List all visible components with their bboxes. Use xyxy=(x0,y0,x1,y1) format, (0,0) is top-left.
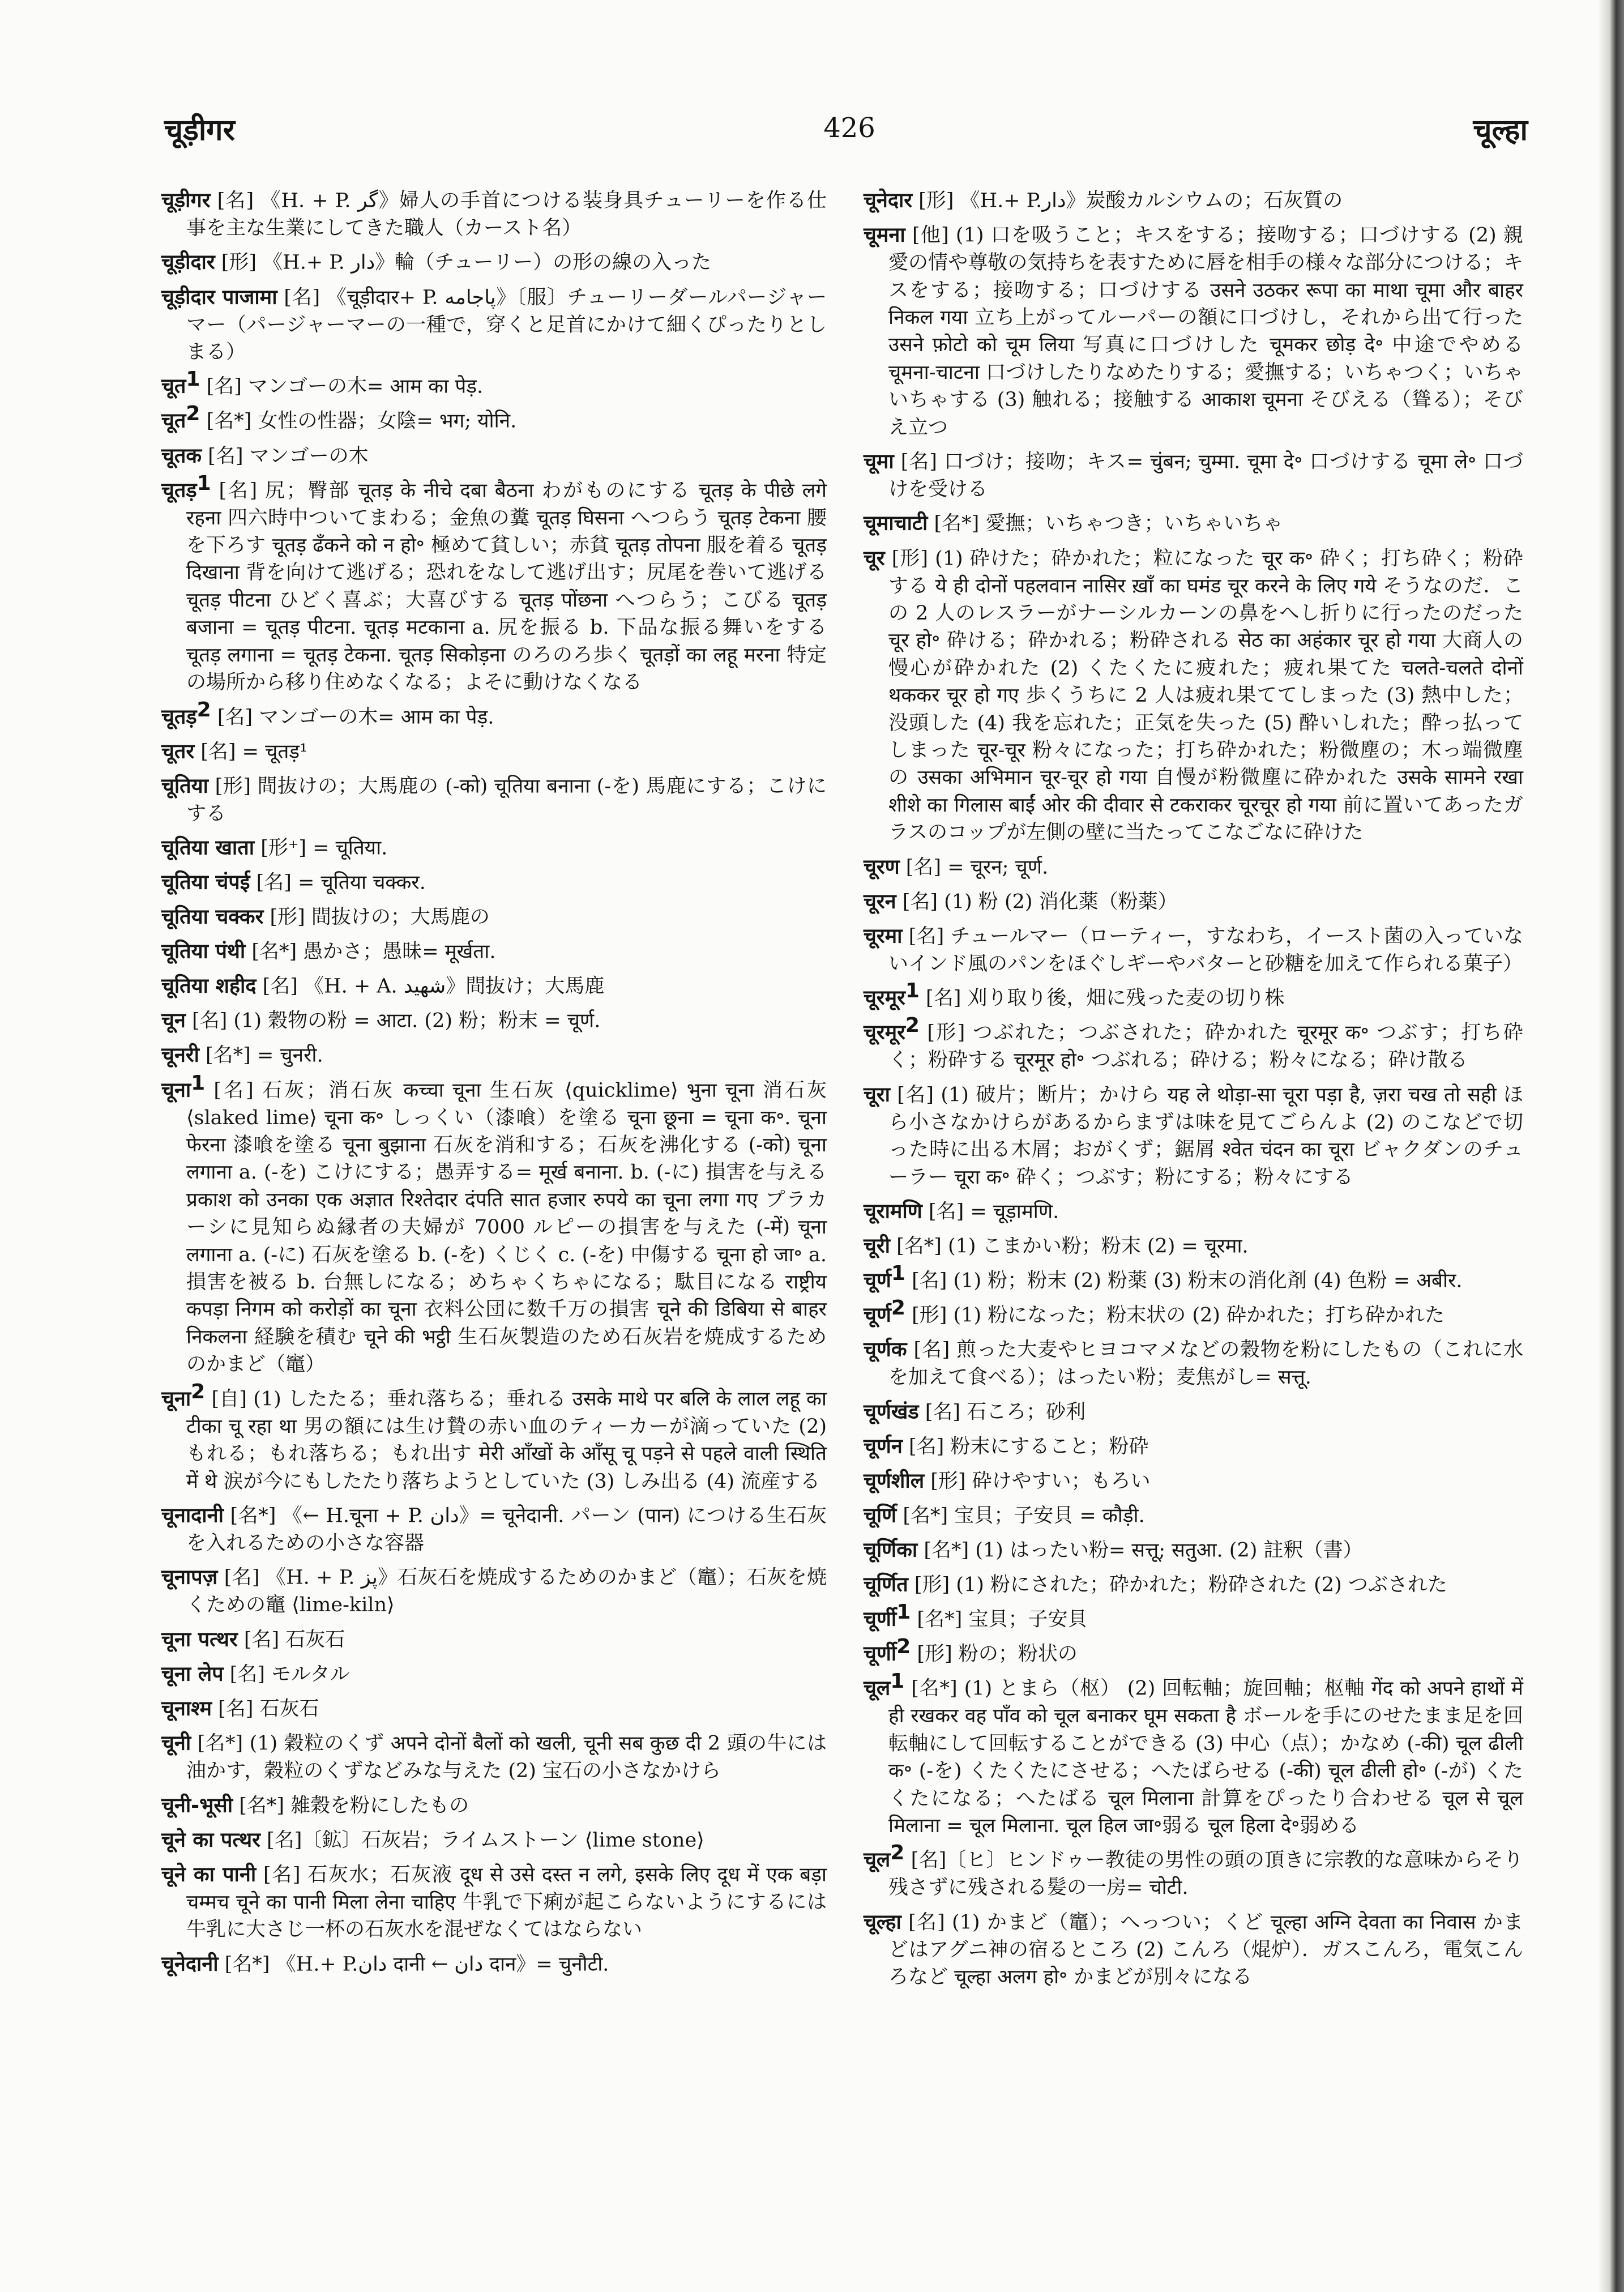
entry-definition: [名] 粉末にすること；粉砕 xyxy=(909,1435,1149,1458)
entry-headword: चूर xyxy=(864,547,885,570)
dictionary-entry xyxy=(864,978,1523,1012)
entry-definition: [名] 《H. + P. پز》石灰石を焼成するためのかまど（竈）；石灰を焼くための竈 ⟨lime-kiln⟩ xyxy=(186,1567,827,1617)
entry-headword: चूल xyxy=(864,1849,891,1872)
dictionary-entry xyxy=(864,503,1523,537)
entry-headword: चूतिया शहीद xyxy=(161,975,257,998)
entry-headword: चूड़ीगर xyxy=(161,189,211,212)
page-number: 426 xyxy=(823,112,875,144)
entry-definition: [形] つぶれた；つぶされた；砕かれた चूरमूर क॰ つぶす；打ち砕く；粉砕する चूरमूर हो॰ つぶれる；砕ける；粉々になる；砕け散る xyxy=(888,1021,1523,1072)
entry-definition: [名] (1) 粉 (2) 消化薬（粉薬） xyxy=(902,890,1178,914)
dictionary-entry xyxy=(161,766,827,827)
entry-headword: चूर्णी xyxy=(864,1607,897,1631)
entry-headword: चूल्हा xyxy=(864,1910,901,1934)
dictionary-entry xyxy=(864,916,1523,978)
entry-headword: चूनी xyxy=(161,1731,191,1755)
running-head-last-word: चूल्हा xyxy=(1473,113,1528,147)
entry-headword: चूना xyxy=(161,1078,191,1102)
dictionary-entry xyxy=(161,470,827,697)
dictionary-entry xyxy=(864,1461,1523,1495)
entry-headword: चूर्णिका xyxy=(864,1538,918,1562)
entry-headword: चूना पत्थर xyxy=(161,1628,238,1651)
entry-headword: चूत xyxy=(161,375,186,399)
entry-definition: [形] 粉の；粉状の xyxy=(917,1642,1078,1666)
dictionary-entry xyxy=(161,1854,827,1944)
dictionary-entry xyxy=(161,277,827,366)
entry-definition: [自] (1) したたる；垂れ落ちる；垂れる उसके माथे पर बलि के लाल लहू का टीका चू रहा था 男の額には生け贄の赤い血のティーカーが滴っていた (2) もれる；もれ落ちる；もれ出す मेरी आँखों के आँसू चू पड़ने से पहले वाली स्थिति में थे 涙が今にもしたたり落ちようとしていた (3) しみ出る (4) 流産する xyxy=(186,1388,827,1493)
dictionary-entry xyxy=(864,1329,1523,1391)
entry-definition: [形⁺] = चूतिया. xyxy=(260,836,388,860)
dictionary-entry xyxy=(864,1839,1523,1901)
entry-definition: [形] (1) 粉にされた；砕かれた；粉砕された (2) つぶされた xyxy=(914,1573,1447,1597)
entry-definition: [名*] = चुनरी. xyxy=(206,1044,323,1068)
entry-headword: चूर्णि xyxy=(864,1504,897,1527)
entry-definition: [名] マンゴーの木 xyxy=(208,445,369,468)
dictionary-entry xyxy=(161,180,827,242)
dictionary-entry xyxy=(864,1668,1523,1839)
entry-headword: चूर्ण xyxy=(864,1303,891,1327)
dictionary-entry xyxy=(864,1260,1523,1295)
homograph-number: 2 xyxy=(196,698,211,722)
entry-headword: चूतिया खाता xyxy=(161,836,255,860)
dictionary-entry xyxy=(161,731,827,766)
dictionary-entry xyxy=(864,1564,1523,1599)
homograph-number: 2 xyxy=(891,1296,905,1320)
entry-headword: चूमा xyxy=(864,450,894,473)
dictionary-entry xyxy=(864,1599,1523,1633)
dictionary-entry xyxy=(864,1295,1523,1329)
entry-headword: चूने का पत्थर xyxy=(161,1828,260,1852)
entry-headword: चूर्ण xyxy=(864,1269,891,1292)
entry-headword: चूने का पानी xyxy=(161,1863,257,1886)
entry-definition: [名] = चूतड़¹ xyxy=(200,740,308,763)
entry-headword: चूड़ीदार पाजामा xyxy=(161,285,277,309)
entry-headword: चूत xyxy=(161,409,186,433)
entry-definition: [形] (1) 砕けた；砕かれた；粒になった चूर क॰ 砕く；打ち砕く；粉砕する ये ही दोनों पहलवान नासिर ख़ाँ का घमंड चूर करने के लिए गये そうなのだ．この 2 人のレスラーがナーシルカーンの鼻をへし折りに行ったのだった चूर हो॰ 砕ける；砕かれる；粉砕される सेठ का अहंकार चूर हो गया 大商人の慢心が砕かれた (2) くたくたに疲れた；疲れ果てた चलते-चलते दोनों थककर चूर हो गए 歩くうちに 2 人は疲れ果ててしまった (3) 熱中した；没頭した (4) 我を忘れた；正気を失った (5) 酔いしれた；酔っ払ってしまった चूर-चूर 粉々になった；打ち砕かれた；粉微塵の；木っ端微塵の उसका अभिमान चूर-चूर हो गया 自慢が粉微塵に砕かれた उसके सामने रखा शीशे का गिलास बाईं ओर की दीवार से टकराकर चूरचूर हो गया 前に置いてあったガラスのコップが左側の壁に当たってこなごなに砕けた xyxy=(888,547,1523,844)
dictionary-entry xyxy=(864,441,1523,503)
entry-headword: चूल xyxy=(864,1676,891,1700)
entry-headword: चूमाचाटी xyxy=(864,512,928,536)
dictionary-entry xyxy=(864,847,1523,881)
entry-definition: [名] (1) かまど（竈）；へっつい；くど चूल्हा अग्नि देवता का निवास かまどはアグニ神の宿るところ (2) こんろ（焜炉）．ガスこんろ，電気こんろなど चूल्हा अलग हो॰ かまどが別々になる xyxy=(888,1911,1523,1989)
dictionary-entry xyxy=(161,1619,827,1654)
entry-headword: चून xyxy=(161,1009,186,1033)
entry-headword: चूमना xyxy=(864,223,905,247)
entry-definition: [名*] 《← H.चूना + P. دان》= चूनेदानी. パーン (पान) につける生石灰を入れるための小さな容器 xyxy=(186,1504,827,1555)
dictionary-entry xyxy=(161,827,827,862)
entry-definition: [名*] (1) とまら（枢） (2) 回転軸；旋回軸；枢軸 गेंद को अपने हाथों में ही रखकर वह पाँव को चूल बनाकर घूम सकता है ボールを手にのせたまま足を回転軸にして回転することができる (3) 中心（点）；かなめ (-की) चूल ढीली क॰ (-を) くたくたにさせる；へたばらせる (-की) चूल ढीली हो॰ (-が) くたくたになる；へたばる चूल मिलाना 計算をぴったり合わせる चूल से चूल मिलाना = चूल मिलाना. चूल हिल जा॰弱る चूल हिला दे॰弱める xyxy=(888,1677,1523,1837)
homograph-number: 2 xyxy=(905,1014,920,1038)
entry-headword: चूरमा xyxy=(864,924,903,948)
entry-definition: [名] マンゴーの木= आम का पेड़. xyxy=(206,375,484,399)
dictionary-entry xyxy=(161,1495,827,1557)
entry-definition: [形] 《H.+ P. دار》輪（チューリー）の形の線の入った xyxy=(221,251,712,275)
entry-headword: चूतिया xyxy=(161,774,208,798)
homograph-number: 1 xyxy=(196,471,211,495)
entry-definition: [名*] (1) こまかい粉；粉末 (2) = चूरमा. xyxy=(896,1235,1249,1258)
entry-headword: चूरा xyxy=(864,1083,890,1107)
entry-definition: [名] 《H. + P. گر》婦人の手首につける装身具チューリーを作る仕事を主な生業にしてきた職人（カースト名） xyxy=(186,189,827,240)
entry-definition: [名] マンゴーの木= आम का पेड़. xyxy=(217,706,494,729)
entry-headword: चूनी-भूसी xyxy=(161,1794,233,1817)
entry-definition: [名] 石灰石 xyxy=(218,1697,319,1721)
entry-headword: चूरमूर xyxy=(864,1021,905,1044)
entry-headword: चूतिया चक्कर xyxy=(161,905,264,929)
entry-definition: [名] = चूरन; चूर्ण. xyxy=(905,856,1049,879)
entry-headword: चूनेदार xyxy=(864,189,913,212)
entry-definition: [名] モルタル xyxy=(229,1663,350,1686)
right-column xyxy=(864,180,1523,1991)
homograph-number: 1 xyxy=(191,1071,206,1095)
dictionary-entry xyxy=(864,1392,1523,1426)
dictionary-entry xyxy=(161,897,827,931)
entry-headword: चूरमूर xyxy=(864,986,905,1010)
entry-headword: चूतड़ xyxy=(161,479,197,502)
entry-definition: [形] 間抜けの；大馬鹿の (-को) चूतिया बनाना (-を) 馬鹿にする；こけにする xyxy=(186,775,827,825)
entry-headword: चूतड़ xyxy=(161,705,197,729)
entry-definition: [名] (1) 粉；粉末 (2) 粉薬 (3) 粉末の消化剤 (4) 色粉 = अबीर. xyxy=(912,1269,1463,1292)
entry-definition: [名] 石灰；消石灰 कच्चा चूना 生石灰 ⟨quicklime⟩ भुना चूना 消石灰 ⟨slaked lime⟩ चूना क॰ しっくい（漆喰）を塗る चूना छूना = चूना क॰. चूना फेरना 漆喰を塗る चूना बुझाना 石灰を消和する；石灰を沸化する (-को) चूना लगाना a. (-を) こけにする；愚弄する= मूर्ख बनाना. b. (-に) 損害を与える प्रकाश को उनका एक अज्ञात रिश्तेदार दंपति सात हजार रुपये का चूना लगा गए プラカーシに見知らぬ縁者の夫婦が 7000 ルピーの損害を与えた (-में) चूना लगाना a. (-に) 石灰を塗る b. (-を) くじく c. (-を) 中傷する चूना हो जा॰ a. 損害を被る b. 台無しになる；めちゃくちゃになる；駄目になる राष्ट्रीय कपड़ा निगम को करोड़ों का चूना 衣料公団に数千万の損害 चूने की डिबिया से बाहर निकलना 経験を積む चूने की भट्ठी 生石灰製造のため石灰岩を焼成するためのかまど（竈） xyxy=(186,1079,827,1376)
homograph-number: 2 xyxy=(896,1635,911,1659)
dictionary-entry xyxy=(864,1191,1523,1226)
homograph-number: 2 xyxy=(191,1380,206,1403)
dictionary-entry xyxy=(864,1495,1523,1530)
entry-definition: [名*] 《H.+ P.دان दानी ← دان दान》= चुनौटी. xyxy=(224,1953,609,1976)
entry-definition: [名*] 愚かさ；愚昧= मूर्खता. xyxy=(251,940,496,963)
dictionary-entry xyxy=(161,400,827,435)
dictionary-entry xyxy=(161,366,827,400)
dictionary-entry xyxy=(161,1654,827,1688)
dictionary-entry xyxy=(864,538,1523,847)
dictionary-entry xyxy=(161,1820,827,1854)
entry-definition: [名*] (1) はったい粉= सत्तू; सतुआ. (2) 註釈（書） xyxy=(924,1539,1363,1562)
entry-definition: [名] 《H. + A. شهيد》間抜け；大馬鹿 xyxy=(262,975,605,998)
entry-definition: [名*] (1) 穀粒のくず अपने दोनों बैलों को खली, चूनी सब कुछ दी 2 頭の牛には油かす，穀粒のくずなどみな与えた (2) 宝石の小さなかけら xyxy=(186,1732,827,1783)
entry-headword: चूना xyxy=(161,1387,191,1411)
entry-headword: चूड़ीदार xyxy=(161,251,215,275)
dictionary-entry xyxy=(864,1633,1523,1668)
entry-headword: चूनापज़ xyxy=(161,1566,218,1590)
dictionary-entry xyxy=(161,1723,827,1785)
entry-headword: चूतर xyxy=(161,740,195,763)
entry-definition: [形] 砕けやすい；もろい xyxy=(930,1470,1151,1493)
entry-definition: [名] = चूड़ामणि. xyxy=(928,1200,1059,1223)
homograph-number: 1 xyxy=(186,368,200,391)
entry-headword: चूतिया पंथी xyxy=(161,940,246,963)
dictionary-entry xyxy=(161,1557,827,1619)
entry-definition: [名*] 愛撫；いちゃつき；いちゃいちゃ xyxy=(934,513,1283,536)
dictionary-entry xyxy=(864,180,1523,215)
dictionary-entry xyxy=(161,436,827,470)
entry-headword: चूतक xyxy=(161,444,202,468)
entry-definition: [名] チュールマー（ローティー，すなわち，イースト菌の入っていないインド風のパンをほぐしギーやバターと砂糖を加えて作られる菓子） xyxy=(888,925,1523,975)
dictionary-entry xyxy=(161,1378,827,1495)
entry-definition: [名]〔鉱〕石灰岩；ライムストーン ⟨lime stone⟩ xyxy=(267,1829,704,1852)
entry-definition: [形] (1) 粉になった；粉末状の (2) 砕かれた；打ち砕かれた xyxy=(912,1304,1445,1327)
dictionary-entry xyxy=(864,881,1523,916)
entry-definition: [名] 石ころ；砂利 xyxy=(925,1401,1086,1424)
dictionary-entry xyxy=(864,1074,1523,1191)
dictionary-entry xyxy=(864,1902,1523,1991)
page-edge-shadow xyxy=(1598,0,1624,2292)
entry-definition: [名] 石灰水；石灰液 दूध से उसे दस्त न लगे, इसके लिए दूध में एक बड़ा चम्मच चूने का पानी मिला लेना चाहिए 牛乳で下痢が起こらないようにするには牛乳に大さじ一杯の石灰水を混ぜなくてはならない xyxy=(186,1863,827,1941)
dictionary-entry xyxy=(161,966,827,1000)
dictionary-entry xyxy=(161,1035,827,1069)
homograph-number: 1 xyxy=(891,1262,905,1286)
entry-definition: [形] 《H.+ P.دار》炭酸カルシウムの；石灰質の xyxy=(918,189,1343,212)
dictionary-entry xyxy=(161,862,827,897)
entry-headword: चूरण xyxy=(864,855,900,879)
entry-headword: चूरामणि xyxy=(864,1200,922,1223)
dictionary-entry xyxy=(864,215,1523,441)
entry-headword: चूना लेप xyxy=(161,1662,224,1686)
homograph-number: 1 xyxy=(905,979,920,1003)
entry-headword: चूर्णन xyxy=(864,1435,903,1458)
dictionary-entry xyxy=(161,931,827,966)
entry-headword: चूरी xyxy=(864,1234,890,1258)
entry-headword: चूनादानी xyxy=(161,1504,224,1527)
entry-definition: [名] 尻；臀部 चूतड़ के नीचे दबा बैठना わがものにする चूतड़ के पीछे लगे रहना 四六時中ついてまわる；金魚の糞 चूतड़ घिसना へつらう चूतड़ टेकना 腰を下ろす चूतड़ ढँकने को न हो॰ 極めて貧しい；赤貧 चूतड़ तोपना 服を着る चूतड़ दिखाना 背を向けて逃げる；恐れをなして逃げ出す；尻尾を巻いて逃げる चूतड़ पीटना ひどく喜ぶ；大喜びする चूतड़ पोंछना へつらう；こびる चूतड़ बजाना = चूतड़ पीटना. चूतड़ मटकाना a. 尻を振る b. 下品な振る舞いをする चूतड़ लगाना = चूतड़ टेकना. चूतड़ सिकोड़ना のろのろ歩く चूतड़ों का लहू मरना 特定の場所から移り住めなくなる；よそに動けなくなる xyxy=(186,479,827,694)
entry-definition: [名*] 女性の性器；女陰= भग; योनि. xyxy=(206,410,517,433)
entry-definition: [名] 口づけ；接吻；キス= चुंबन; चुम्मा. चूमा दे॰ 口づけする चूमा ले॰ 口づけを受ける xyxy=(888,450,1523,501)
entry-headword: चूरन xyxy=(864,890,896,914)
dictionary-entry xyxy=(161,1070,827,1378)
dictionary-entry xyxy=(161,697,827,731)
entry-headword: चूर्णित xyxy=(864,1573,908,1597)
entry-headword: चूर्णी xyxy=(864,1642,897,1666)
entry-definition: [形] 間抜けの；大馬鹿の xyxy=(270,906,490,929)
entry-definition: [名] (1) 破片；断片；かけら यह ले थोड़ा-सा चूरा पड़ा है, ज़रा चख तो सही ほら小さなかけらがあるからまずは味を見てごらんよ (2) のこなどで切った時に出る木屑；おがくず；鋸屑 श्वेत चंदन का चूरा ビャクダンのチューラー चूरा क॰ 砕く；つぶす；粉にする；粉々にする xyxy=(888,1083,1523,1189)
entry-definition: [名*] 雑穀を粉にしたもの xyxy=(239,1794,469,1817)
entry-definition: [名*] 宝貝；子安貝 xyxy=(917,1608,1088,1631)
entry-definition: [名] 石灰石 xyxy=(243,1628,345,1651)
entry-definition: [名] 煎った大麦やヒヨコマメなどの穀物を粉にしたもの（これに水を加えて食べる）；はったい粉；麦焦がし= सत्तू. xyxy=(888,1338,1523,1389)
entry-definition: [名] = चूतिया चक्कर. xyxy=(256,871,426,894)
homograph-number: 1 xyxy=(896,1600,911,1624)
homograph-number: 1 xyxy=(890,1670,905,1693)
homograph-number: 2 xyxy=(890,1841,905,1865)
dictionary-entry xyxy=(864,1012,1523,1074)
dictionary-entry xyxy=(161,1785,827,1820)
left-column xyxy=(161,180,827,1978)
dictionary-entry xyxy=(864,1226,1523,1260)
entry-headword: चूनेदानी xyxy=(161,1952,219,1976)
entry-headword: चूर्णक xyxy=(864,1338,907,1361)
entry-definition: [名] 《चूड़ीदार+ P. پاجامه》〔服〕チューリーダールパージャーマー（パージャーマーの一種で，穿くと足首にかけて細くぴったりとしまる） xyxy=(186,286,827,364)
dictionary-entry xyxy=(161,1688,827,1723)
entry-definition: [名]〔ヒ〕ヒンドゥー教徒の男性の頭の頂きに宗教的な意味からそり残さずに残される髪の一房= चोटी. xyxy=(888,1849,1523,1900)
dictionary-entry xyxy=(161,242,827,276)
entry-definition: [名*] 宝貝；子安貝 = कौड़ी. xyxy=(903,1504,1145,1527)
entry-definition: [名] 刈り取り後，畑に残った麦の切り株 xyxy=(926,987,1285,1010)
entry-headword: चूनरी xyxy=(161,1044,199,1068)
entry-headword: चूर्णशील xyxy=(864,1469,925,1493)
entry-headword: चूर्णखंड xyxy=(864,1400,919,1424)
entry-headword: चूनाश्म xyxy=(161,1697,212,1721)
entry-definition: [名] (1) 穀物の粉 = आटा. (2) 粉；粉末 = चूर्ण. xyxy=(191,1010,601,1033)
entry-definition: [他] (1) 口を吸うこと；キスをする；接吻する；口づけする (2) 親愛の情や尊敬の気持ちを表すために唇を相手の様々な部分につける；キスをする；接吻する；口づけする उसने उठकर रूपा का माथा चूमा और बाहर निकल गया 立ち上がってルーパーの額に口づけし，それから出て行った उसने फ़ोटो को चूम लिया 写真に口づけした चूमकर छोड़ दे॰ 中途でやめる चूमना-चाटना 口づけしたりなめたりする；愛撫する；いちゃつく；いちゃいちゃする (3) 触れる；接触する आकाश चूमना そびえる（聳る）；そびえ立つ xyxy=(888,224,1523,439)
dictionary-entry xyxy=(864,1530,1523,1564)
homograph-number: 2 xyxy=(186,402,200,426)
dictionary-entry xyxy=(161,1000,827,1035)
dictionary-entry xyxy=(161,1944,827,1978)
entry-headword: चूतिया चंपई xyxy=(161,870,250,894)
running-head-first-word: चूड़ीगर xyxy=(164,113,235,147)
dictionary-entry xyxy=(864,1426,1523,1461)
